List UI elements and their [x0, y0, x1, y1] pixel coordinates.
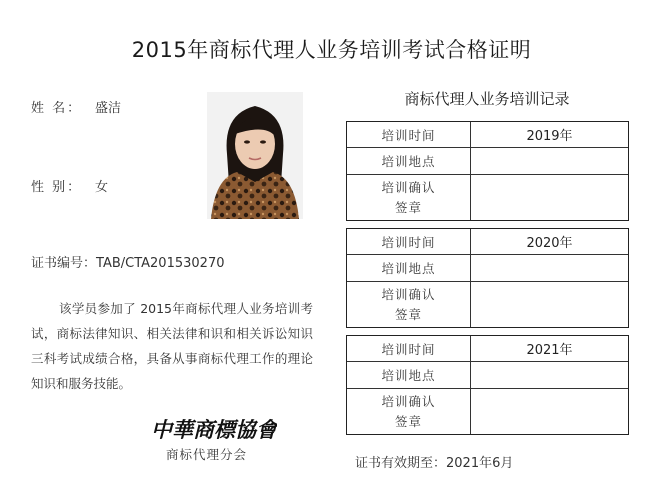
label-training-confirm: 培训确认	[381, 287, 436, 302]
label-training-place: 培训地点	[381, 368, 436, 383]
label-training-seal: 签章	[394, 307, 422, 322]
records-title: 商标代理人业务培训记录	[404, 90, 570, 108]
record-table-2020	[346, 228, 629, 328]
record-table-2019	[346, 121, 629, 221]
record-year: 2019年	[526, 129, 573, 144]
gender-row	[31, 176, 108, 195]
cert-no-value: TAB/CTA201530270	[96, 256, 225, 271]
description-text: 该学员参加了 2015年商标代理人业务培训考试，商标法律知识、相关法律和识和相关诉讼知识三科考试成绩合格，具备从事商标代理工作的理论知识和服务技能。	[31, 301, 313, 391]
label-training-place: 培训地点	[381, 261, 436, 276]
label-training-confirm: 培训确认	[381, 180, 436, 195]
name-row	[31, 97, 121, 116]
association-seal	[152, 415, 277, 443]
label-training-time: 培训时间	[381, 235, 436, 250]
gender-label: 性 别：	[31, 180, 83, 195]
record-table-2021	[346, 335, 629, 435]
certificate-number	[31, 252, 224, 271]
label-training-time: 培训时间	[381, 342, 436, 357]
label-training-place: 培训地点	[381, 154, 436, 169]
record-year: 2020年	[526, 236, 573, 251]
label-training-confirm: 培训确认	[381, 394, 436, 409]
holder-photo	[207, 92, 303, 219]
name-value: 盛洁	[95, 101, 122, 116]
label-training-seal: 签章	[394, 414, 422, 429]
seal-text: 中華商標協會	[152, 417, 277, 442]
label-training-time: 培训时间	[381, 128, 436, 143]
cert-no-label: 证书编号：	[31, 256, 97, 271]
gender-value: 女	[95, 180, 109, 195]
branch-name: 商标代理分会	[166, 447, 248, 462]
name-label: 姓 名：	[31, 101, 83, 116]
page-title: 2015年商标代理人业务培训考试合格证明	[131, 38, 532, 62]
record-year: 2021年	[526, 343, 573, 358]
expiry-date: 证书有效期至：2021年6月	[355, 456, 514, 471]
label-training-seal: 签章	[394, 200, 422, 215]
